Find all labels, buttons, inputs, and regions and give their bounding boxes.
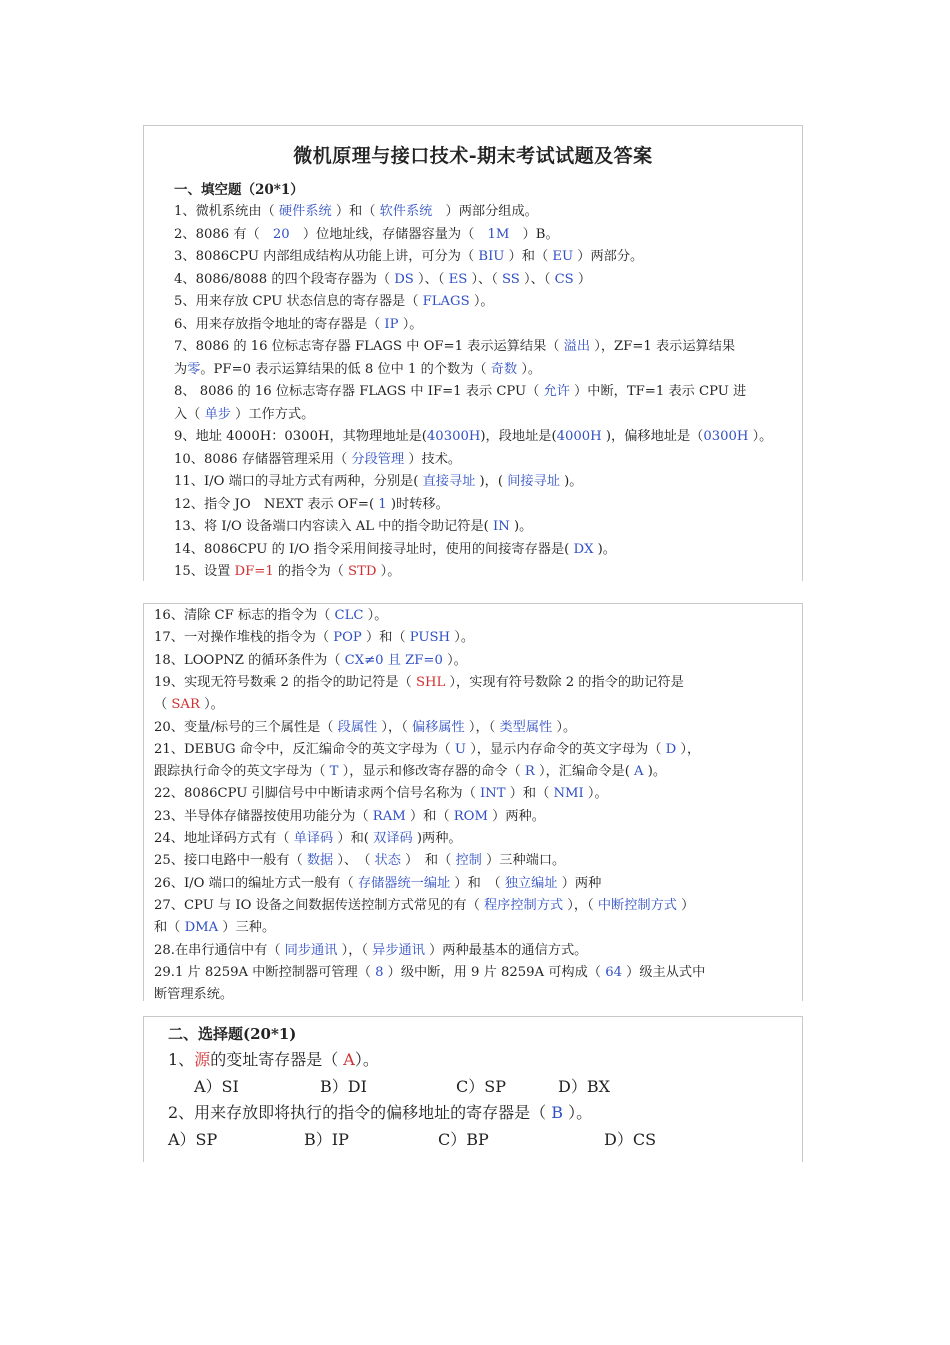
answer-text: 0300H — [703, 429, 749, 444]
question-text: ）级中断，用 9 片 8259A 可构成（ — [383, 964, 606, 980]
question-text: ），显示内存命令的英文字母为（ — [466, 741, 666, 757]
question-line — [154, 626, 764, 645]
question-text: ）。 — [354, 1050, 379, 1069]
option-d: D）BX — [558, 1077, 610, 1096]
question-text: ）和（ — [405, 808, 454, 824]
option-a: A）SP — [168, 1130, 218, 1149]
question-text: ）和 （ — [450, 875, 505, 891]
question-text: ）。 — [398, 316, 423, 332]
question-line — [174, 403, 784, 422]
question-text: ）和（ — [504, 249, 553, 264]
question-line — [174, 223, 784, 242]
answer-text: SS — [502, 271, 520, 287]
question-text: )两种。 — [412, 831, 462, 846]
answer-text: CX≠0 且 ZF=0 — [344, 652, 443, 668]
question-line — [154, 983, 764, 1002]
question-text: 23、半导体存储器按使用功能分为（ — [154, 808, 373, 824]
answer-text: 程序控制方式 — [483, 897, 564, 913]
question-text: ）工作方式。 — [230, 406, 315, 422]
answer-text: 溢出 — [563, 339, 591, 354]
answer-text: ES — [448, 271, 468, 287]
answer-text: SAR — [171, 697, 200, 713]
question-text: 14、8086CPU 的 I/O 指令采用间接寻址时，使用的间接寄存器是( — [174, 541, 574, 557]
question-text: 11、I/O 端口的寻址方式有两种，分别是( — [174, 474, 423, 489]
question-text: ）。 — [583, 786, 608, 802]
question-text: 10、8086 存储器管理采用（ — [174, 451, 352, 467]
question-text: 22、8086CPU 引脚信号中中断请求两个信号名称为（ — [154, 786, 480, 802]
question-line — [174, 200, 784, 219]
question-text: ），ZF=1 表示运算结果 — [590, 339, 736, 354]
answer-text: BIU — [478, 249, 505, 264]
answer-text: IN — [493, 519, 510, 534]
answer-text: 双译码 — [373, 831, 413, 846]
answer-text: POP — [333, 630, 362, 646]
answer-text: FLAGS — [422, 294, 470, 309]
question-text: ）、（ — [413, 271, 449, 287]
answer-text: 偏移属性 — [411, 719, 465, 735]
question-line — [154, 760, 764, 779]
question-text: ） — [573, 271, 592, 287]
question-line — [154, 649, 764, 668]
option-a: A）SI — [194, 1077, 239, 1096]
question-line — [174, 538, 784, 557]
question-text: )。 — [509, 519, 533, 534]
question-line — [174, 425, 784, 444]
answer-text: 单译码 — [293, 831, 334, 846]
question-text: 26、I/O 端口的编址方式一般有（ — [154, 875, 358, 891]
question-text: 4、8086/8088 的四个段寄存器为（ — [174, 271, 395, 287]
exam-page-part-2 — [143, 603, 803, 1001]
question-text: 5、用来存放 CPU 状态信息的寄存器是（ — [174, 294, 423, 309]
answer-text: 硬件系统 — [278, 204, 332, 219]
question-text: ）和（ — [331, 204, 380, 219]
question-line — [168, 1100, 778, 1123]
question-line — [174, 358, 784, 377]
answer-text: 零 — [187, 361, 201, 377]
question-line — [154, 916, 764, 935]
answer-text: CLC — [334, 608, 364, 623]
question-text: 2、用来存放即将执行的指令的偏移地址的寄存器是（ — [168, 1103, 552, 1122]
question-text: 19、实现无符号数乘 2 的指令的助记符是（ — [154, 674, 416, 690]
question-text: 1、 — [168, 1050, 195, 1069]
exam-page-part-3 — [143, 1016, 803, 1162]
question-text: 。PF=0 表示运算结果的低 8 位中 1 的个数为（ — [200, 361, 491, 377]
answer-text: 64 — [605, 964, 622, 980]
question-text: 9、地址 4000H：0300H，其物理地址是( — [174, 429, 427, 444]
question-line — [154, 961, 764, 980]
question-text: 20、变量/标号的三个属性是（ — [154, 719, 338, 735]
answer-text: 控制 — [455, 853, 482, 869]
answer-text: DF=1 — [234, 564, 274, 579]
question-text: 16、清除 CF 标志的指令为（ — [154, 608, 335, 623]
question-text: ）两种最基本的通信方式。 — [424, 942, 588, 958]
question-text: ）和（ — [361, 630, 410, 646]
answer-text: 存储器统一编址 — [357, 875, 451, 891]
question-line — [154, 827, 764, 846]
question-line — [154, 782, 764, 801]
answer-text: 单步 — [204, 406, 231, 422]
question-line — [154, 604, 764, 623]
question-text: ）。 — [199, 697, 224, 713]
question-text: 25、接口电路中一般有（ — [154, 853, 307, 869]
question-text: 8、 8086 的 16 位标志寄存器 FLAGS 中 IF=1 表示 CPU（ — [174, 384, 544, 399]
question-text: ）技术。 — [404, 451, 462, 467]
question-text: 17、一对操作堆栈的指令为（ — [154, 630, 334, 646]
question-text: ）B。 — [509, 226, 559, 242]
question-text: 跟踪执行命令的英文字母为（ — [154, 764, 330, 780]
answer-text: 间接寻址 — [507, 474, 560, 489]
answer-text: NMI — [553, 786, 584, 802]
question-text: ）。 — [563, 1103, 593, 1122]
answer-text: 允许 — [543, 384, 570, 399]
question-text: ）。 — [363, 608, 388, 623]
answer-text: DX — [573, 541, 594, 557]
question-text: )，偏移地址是（ — [601, 429, 704, 444]
question-text: ）和（ — [505, 786, 554, 802]
answer-text: 8 — [375, 964, 384, 980]
answer-text: 1 — [378, 496, 387, 512]
question-text: 29.1 片 8259A 中断控制器可管理（ — [154, 964, 376, 980]
option-c: C）SP — [456, 1077, 506, 1096]
question-text: 6、用来存放指令地址的寄存器是（ — [174, 316, 385, 332]
answer-text: 分段管理 — [351, 451, 405, 467]
answer-text: 40300H — [426, 429, 481, 444]
question-text: 1、微机系统由（ — [174, 204, 279, 219]
answer-text: 20 — [272, 226, 290, 242]
question-line — [154, 872, 764, 891]
question-line — [154, 805, 764, 824]
question-text: ）两部分组成。 — [432, 204, 538, 219]
answer-text: 软件系统 — [379, 204, 433, 219]
question-text: 27、CPU 与 IO 设备之间数据传送控制方式常见的有（ — [154, 897, 484, 913]
question-text: ）位地址线，存储器容量为（ — [289, 226, 488, 242]
question-text: ）、（ — [467, 271, 502, 287]
question-text: )，( — [475, 474, 508, 489]
question-text: 和（ — [154, 920, 185, 936]
option-d: D）CS — [604, 1130, 657, 1149]
question-text: 断管理系统。 — [154, 987, 234, 1003]
answer-text: 中断控制方式 — [597, 897, 677, 913]
question-line — [154, 939, 764, 958]
question-line — [174, 560, 784, 579]
question-text: ）。 — [376, 564, 401, 579]
question-text: 18、LOOPNZ 的循环条件为（ — [154, 652, 345, 668]
question-line — [174, 290, 784, 309]
question-text: ），（ — [377, 719, 412, 735]
question-text: ）两部分。 — [573, 249, 644, 264]
question-text: ）中断，TF=1 表示 CPU 进 — [569, 384, 747, 399]
question-text: ）、 （ — [333, 853, 375, 869]
answer-text: 数据 — [306, 853, 334, 869]
question-line — [154, 894, 764, 913]
question-text: )。 — [643, 764, 667, 780]
answer-text: SHL — [415, 674, 446, 690]
section-heading-fill-blank: 一、填空题（20*1） — [174, 182, 304, 198]
question-text: ）和( — [333, 831, 374, 846]
question-line — [174, 268, 784, 287]
option-b: B）DI — [320, 1077, 367, 1096]
answer-text: 异步通讯 — [372, 942, 425, 958]
answer-text: D — [665, 741, 677, 757]
answer-text: 同步通讯 — [284, 942, 338, 958]
answer-text: T — [329, 764, 339, 780]
question-text: 13、将 I/O 设备端口内容读入 AL 中的指令助记符是( — [174, 519, 494, 534]
section-heading-choice: 二、选择题(20*1) — [168, 1025, 297, 1043]
question-text: )时转移。 — [386, 496, 449, 512]
question-text: 入（ — [174, 406, 205, 422]
question-text: 24、地址译码方式有（ — [154, 831, 294, 846]
answer-text: 直接寻址 — [422, 474, 476, 489]
question-line — [168, 1047, 778, 1070]
question-line — [174, 493, 784, 512]
question-text: ）、（ — [519, 271, 555, 287]
question-text: ），实现有符号数除 2 的指令的助记符是 — [445, 674, 684, 690]
answer-text: CS — [554, 271, 574, 287]
question-line — [174, 470, 784, 489]
answer-text: 状态 — [374, 853, 401, 869]
answer-text: DMA — [184, 920, 219, 936]
question-line — [154, 716, 764, 735]
question-text: ）。 — [517, 361, 542, 377]
question-text: ），（ — [563, 897, 598, 913]
question-line — [154, 693, 764, 712]
answer-text: INT — [479, 786, 506, 802]
question-text: 15、设置 — [174, 564, 235, 579]
question-line — [154, 671, 764, 690]
question-text: ），汇编命令是( — [534, 764, 635, 780]
question-text: )，段地址是( — [480, 429, 557, 444]
answer-text: 类型属性 — [499, 719, 553, 735]
question-text: 7、8086 的 16 位标志寄存器 FLAGS 中 OF=1 表示运算结果（ — [174, 339, 564, 354]
question-text: 的指令为（ — [273, 564, 349, 579]
question-text: ）三种。 — [218, 920, 276, 936]
question-text: 3、8086CPU 内部组成结构从功能上讲，可分为（ — [174, 249, 479, 264]
question-text: ）。 — [748, 429, 773, 444]
answer-text: RAM — [372, 808, 406, 824]
question-text: ）。 — [469, 294, 494, 309]
question-text: ），（ — [464, 719, 500, 735]
question-line — [174, 380, 784, 399]
question-text: ） — [676, 897, 695, 913]
question-text: ），（ — [337, 942, 373, 958]
question-line — [154, 738, 764, 757]
question-text: ）两种。 — [487, 808, 545, 824]
answer-text: EU — [552, 249, 574, 264]
answer-text: B — [551, 1103, 564, 1122]
question-text: 28.在串行通信中有（ — [154, 942, 285, 958]
question-text: ） 和（ — [400, 853, 456, 869]
exam-page-part-1 — [143, 125, 803, 581]
answer-text: STD — [348, 564, 377, 579]
question-line — [174, 335, 784, 354]
answer-text: 4000H — [556, 429, 602, 444]
answer-text: R — [524, 764, 535, 780]
question-text: 的变址寄存器是（ — [210, 1050, 344, 1069]
question-text: 21、DEBUG 命令中，反汇编命令的英文字母为（ — [154, 741, 455, 757]
answer-text: PUSH — [409, 630, 451, 646]
answer-text: 1M — [487, 226, 510, 242]
question-text: ）两种 — [557, 875, 602, 891]
option-b: B）IP — [304, 1130, 349, 1149]
question-text: )。 — [559, 474, 583, 489]
answer-text: 奇数 — [490, 361, 518, 377]
question-line — [174, 448, 784, 467]
question-text: ），显示和修改寄存器的命令（ — [338, 764, 525, 780]
answer-text: U — [454, 741, 467, 757]
answer-text: IP — [384, 316, 399, 332]
question-line — [154, 849, 764, 868]
answer-text: 段属性 — [337, 719, 378, 735]
question-text: 为 — [174, 361, 188, 377]
question-line — [174, 245, 784, 264]
option-c: C）BP — [438, 1130, 489, 1149]
question-text: ）级主从式中 — [621, 964, 706, 980]
answer-text: DS — [394, 271, 414, 287]
question-text: 12、指令 JO NEXT 表示 OF=( — [174, 496, 379, 512]
question-text: （ — [154, 697, 172, 713]
question-line — [174, 313, 784, 332]
question-text: ）， — [676, 741, 701, 757]
question-text: )。 — [593, 541, 616, 557]
question-text: ）三种端口。 — [481, 853, 566, 869]
question-text: ）。 — [442, 652, 467, 668]
answer-text: 独立编址 — [504, 875, 558, 891]
question-text: ）。 — [552, 719, 577, 735]
page-title: 微机原理与接口技术-期末考试试题及答案 — [293, 145, 653, 167]
question-text: 2、8086 有（ — [174, 226, 273, 242]
answer-text: A — [343, 1050, 355, 1069]
answer-text: ROM — [453, 808, 488, 824]
question-line — [174, 515, 784, 534]
question-text: ）。 — [450, 630, 475, 646]
answer-text: 源 — [194, 1050, 211, 1069]
answer-text: A — [634, 764, 644, 780]
